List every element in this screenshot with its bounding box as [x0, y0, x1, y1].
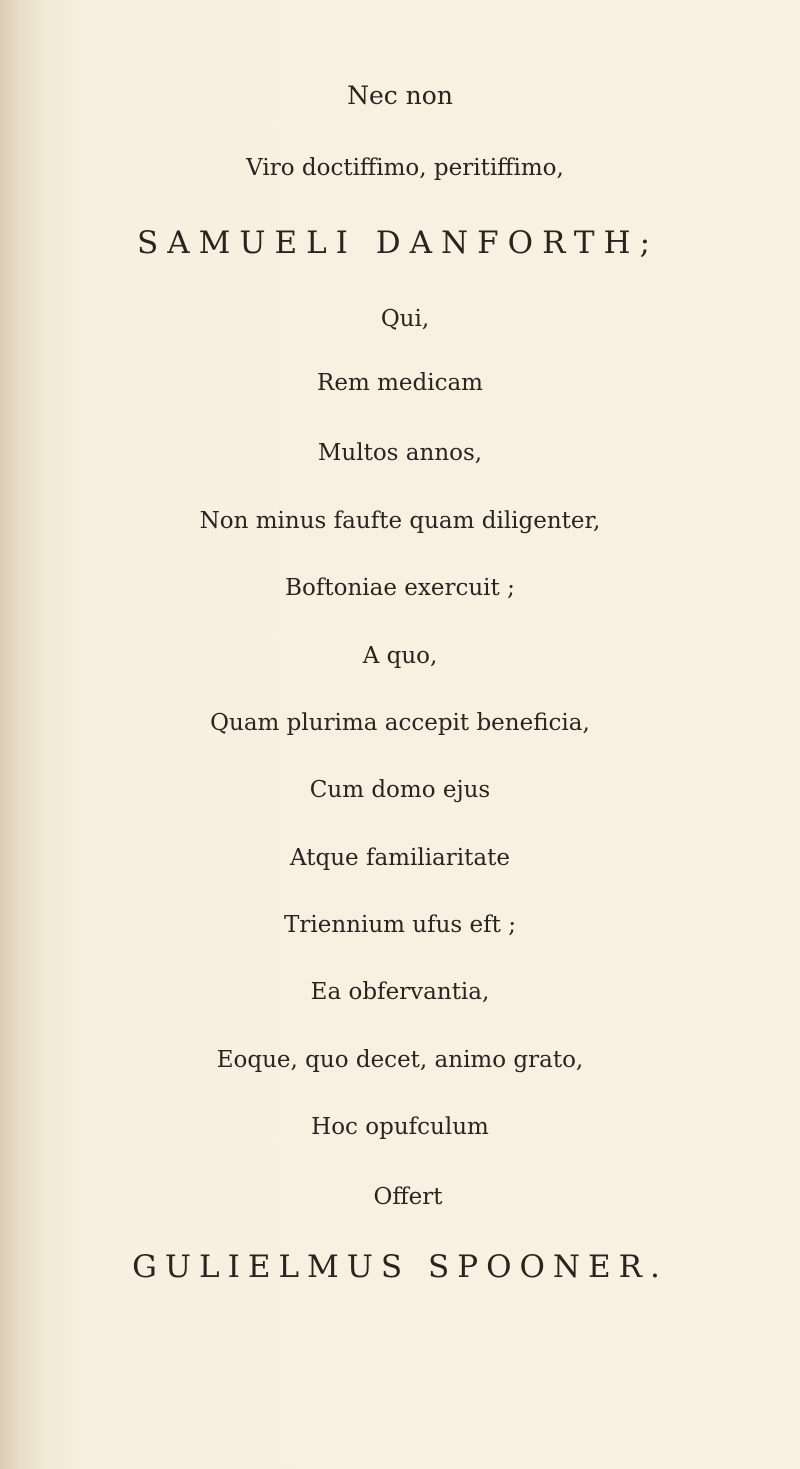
dedication-line: Eoque, quo decet, animo grato, — [216, 1047, 584, 1073]
dedication-line: Atque familiaritate — [290, 845, 510, 871]
dedication-line: Ea obfervantia, — [310, 979, 490, 1005]
honorific-line: Viro doctiffimo, peritiffimo, — [246, 155, 564, 181]
dedication-line: Qui, — [380, 306, 430, 332]
dedication-line: Cum domo ejus — [309, 777, 491, 803]
dedication-line: Quam plurima accepit beneficia, — [210, 710, 590, 736]
author-name: GULIELMUS SPOONER. — [132, 1249, 668, 1285]
dedication-line: A quo, — [362, 643, 438, 669]
dedication-line: Boftoniae exercuit ; — [285, 575, 515, 601]
dedication-line: Hoc opufculum — [311, 1114, 489, 1140]
dedication-line: Non minus faufte quam diligenter, — [199, 508, 601, 534]
opening-line: Nec non — [347, 81, 453, 110]
dedication-line: Rem medicam — [317, 370, 483, 396]
dedication-line: Triennium ufus eft ; — [284, 912, 516, 938]
dedication-line: Offert — [373, 1184, 443, 1210]
honoree-name: SAMUELI DANFORTH; — [136, 225, 660, 261]
dedication-line: Multos annos, — [317, 440, 483, 466]
